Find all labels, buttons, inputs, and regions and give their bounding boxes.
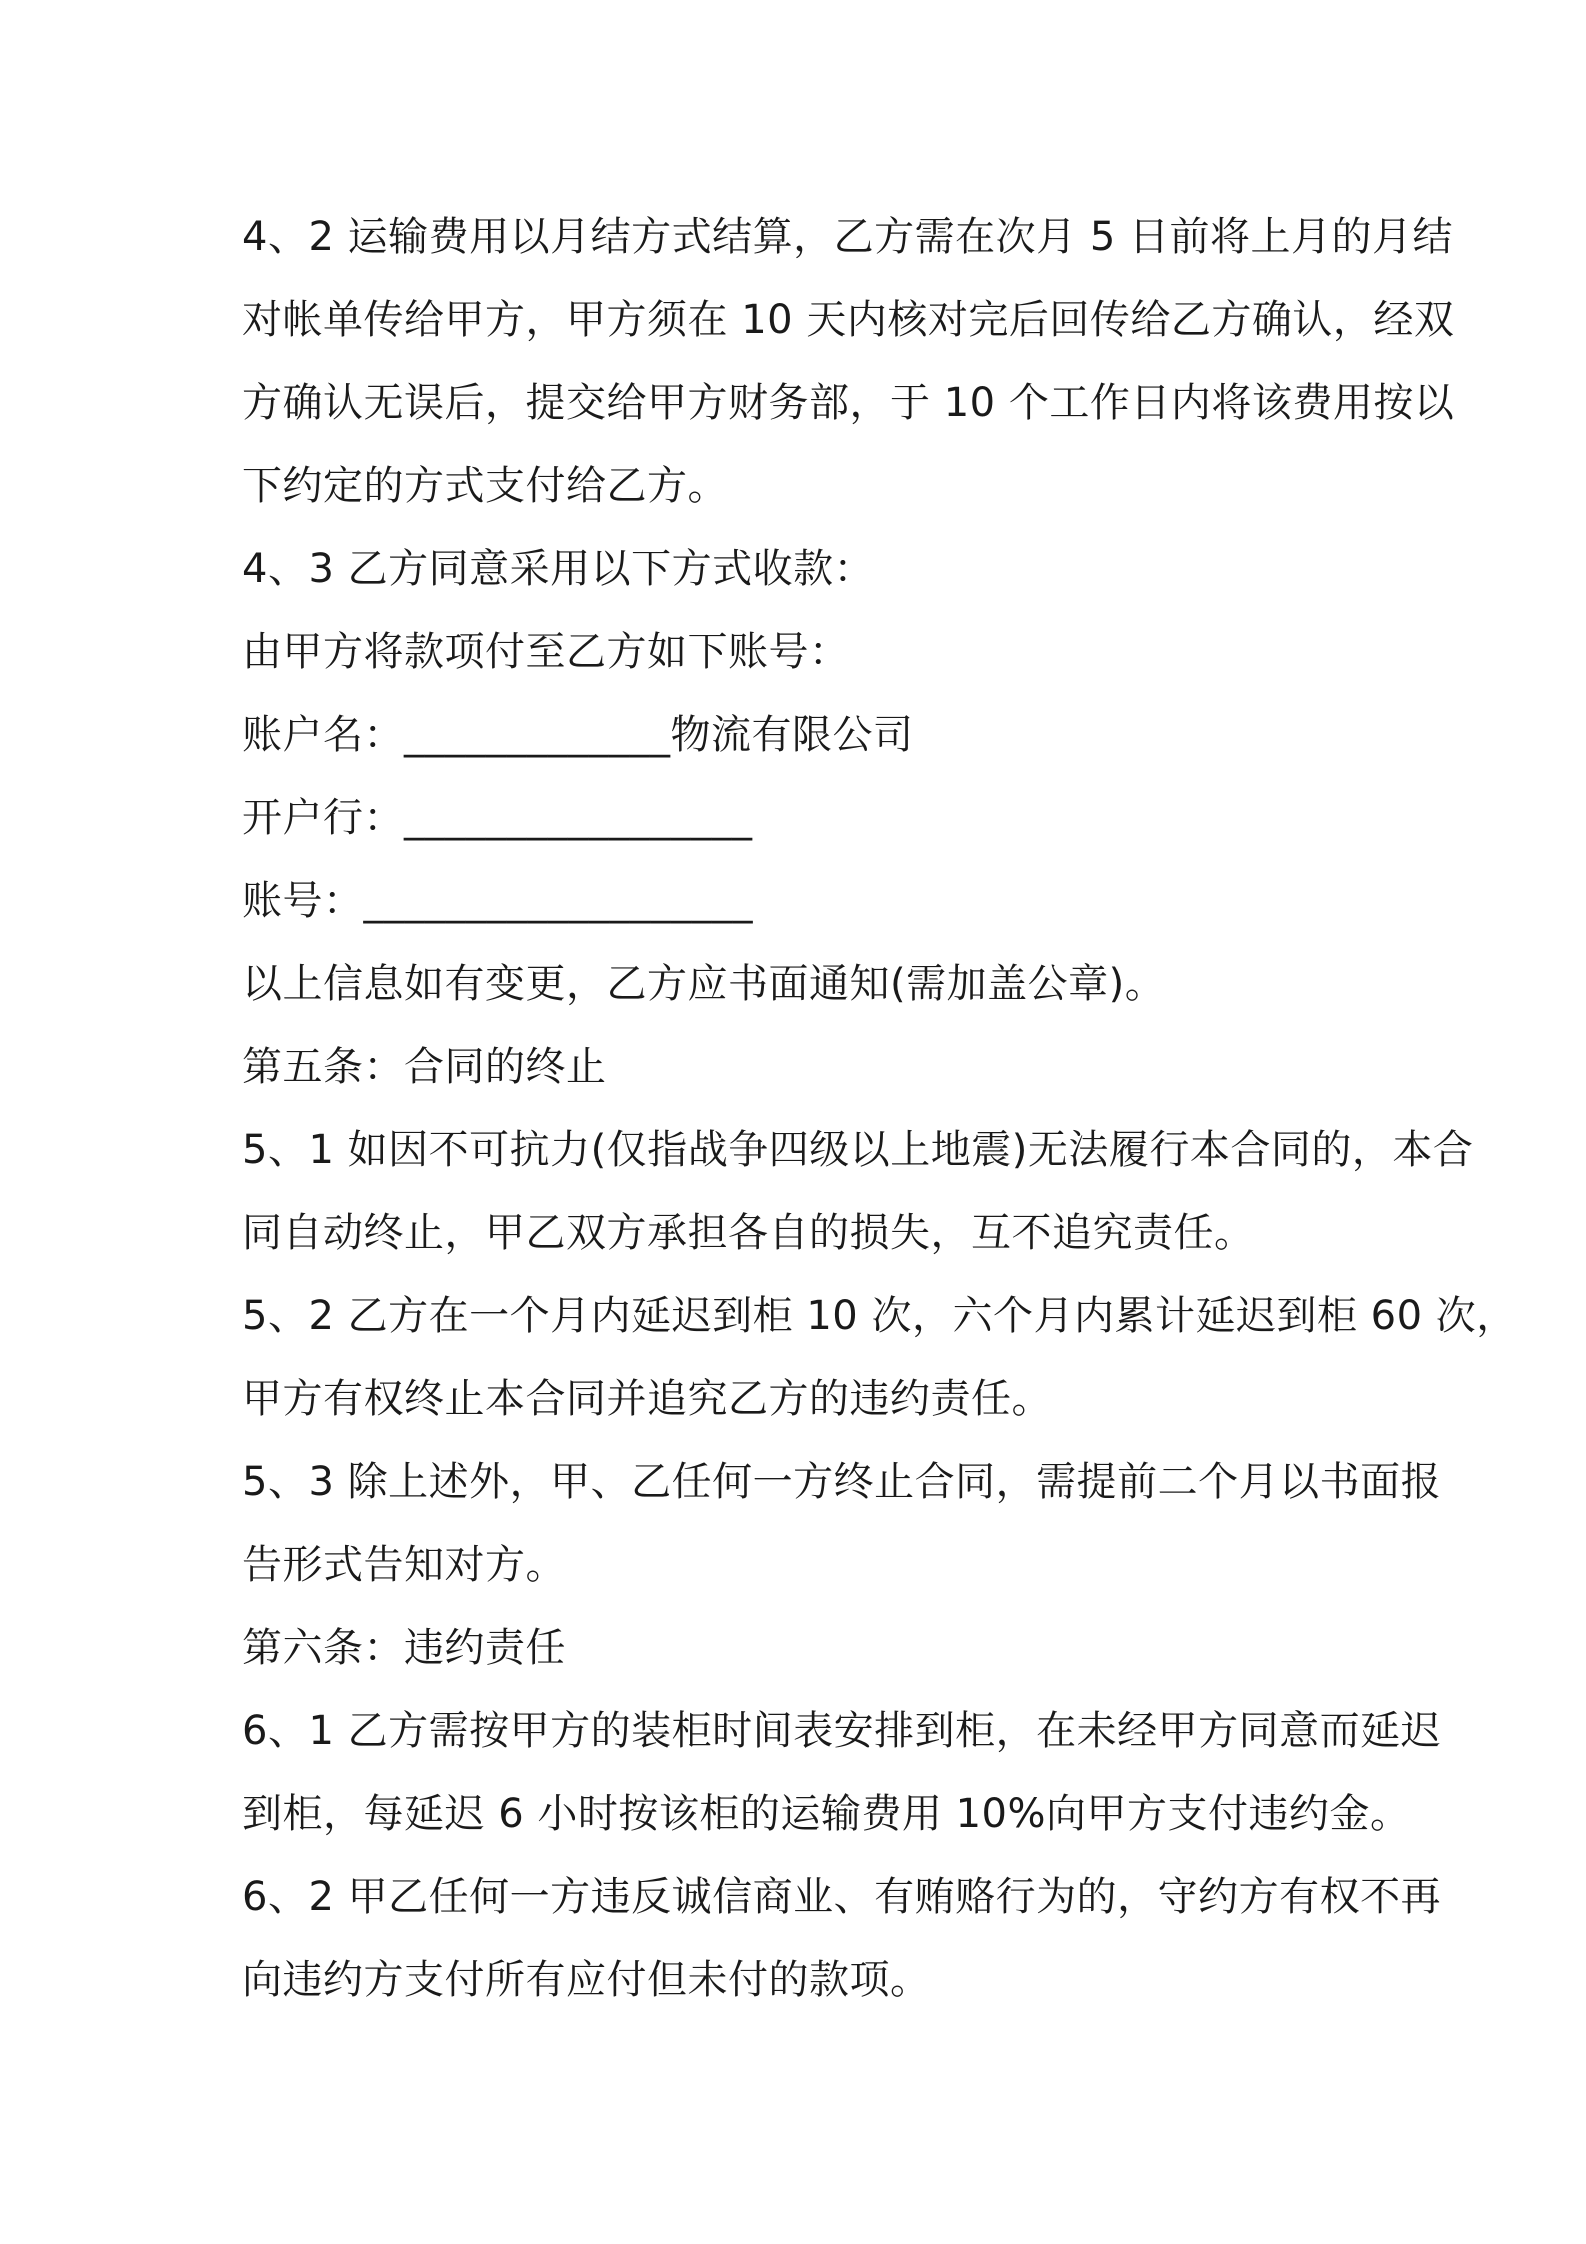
- clause-4-2-line-1: 4、2 运输费用以月结方式结算，乙方需在次月 5 日前将上月的月结: [242, 214, 1453, 260]
- clause-5-2-line-2: 甲方有权终止本合同并追究乙方的违约责任。: [242, 1376, 1052, 1422]
- account-number-line: 账号：___________________: [242, 878, 753, 924]
- clause-4-2-line-4: 下约定的方式支付给乙方。: [242, 463, 728, 509]
- clause-5-2-line-1: 5、2 乙方在一个月内延迟到柜 10 次，六个月内累计延迟到柜 60 次，: [242, 1293, 1517, 1339]
- clause-5-1-line-2: 同自动终止，甲乙双方承担各自的损失，互不追究责任。: [242, 1210, 1255, 1256]
- clause-4-2-line-3: 方确认无误后，提交给甲方财务部，于 10 个工作日内将该费用按以: [242, 380, 1455, 426]
- clause-4-2-line-2: 对帐单传给甲方，甲方须在 10 天内核对完后回传给乙方确认，经双: [242, 297, 1455, 343]
- payment-instruction-line: 由甲方将款项付至乙方如下账号：: [242, 629, 850, 675]
- clause-5-1-line-1: 5、1 如因不可抗力(仅指战争四级以上地震)无法履行本合同的，本合: [242, 1127, 1474, 1173]
- article-5-heading: 第五条：合同的终止: [242, 1044, 607, 1090]
- clause-6-1-line-1: 6、1 乙方需按甲方的装柜时间表安排到柜，在未经甲方同意而延迟: [242, 1708, 1442, 1754]
- clause-6-2-line-2: 向违约方支付所有应付但未付的款项。: [242, 1957, 931, 2003]
- clause-5-3-line-2: 告形式告知对方。: [242, 1542, 566, 1588]
- clause-4-3-line: 4、3 乙方同意采用以下方式收款：: [242, 546, 875, 592]
- clause-6-1-line-2: 到柜，每延迟 6 小时按该柜的运输费用 10%向甲方支付违约金。: [242, 1791, 1411, 1837]
- document-body: [242, 196, 1517, 2022]
- clause-6-2-line-1: 6、2 甲乙任何一方违反诚信商业、有贿赂行为的，守约方有权不再: [242, 1874, 1442, 1920]
- account-name-line: 账户名：_____________物流有限公司: [242, 712, 914, 758]
- bank-line: 开户行：_________________: [242, 795, 753, 841]
- clause-5-3-line-1: 5、3 除上述外，甲、乙任何一方终止合同，需提前二个月以书面报: [242, 1459, 1442, 1505]
- article-6-heading: 第六条：违约责任: [242, 1625, 566, 1671]
- change-notice-line: 以上信息如有变更，乙方应书面通知(需加盖公章)。: [242, 961, 1166, 1007]
